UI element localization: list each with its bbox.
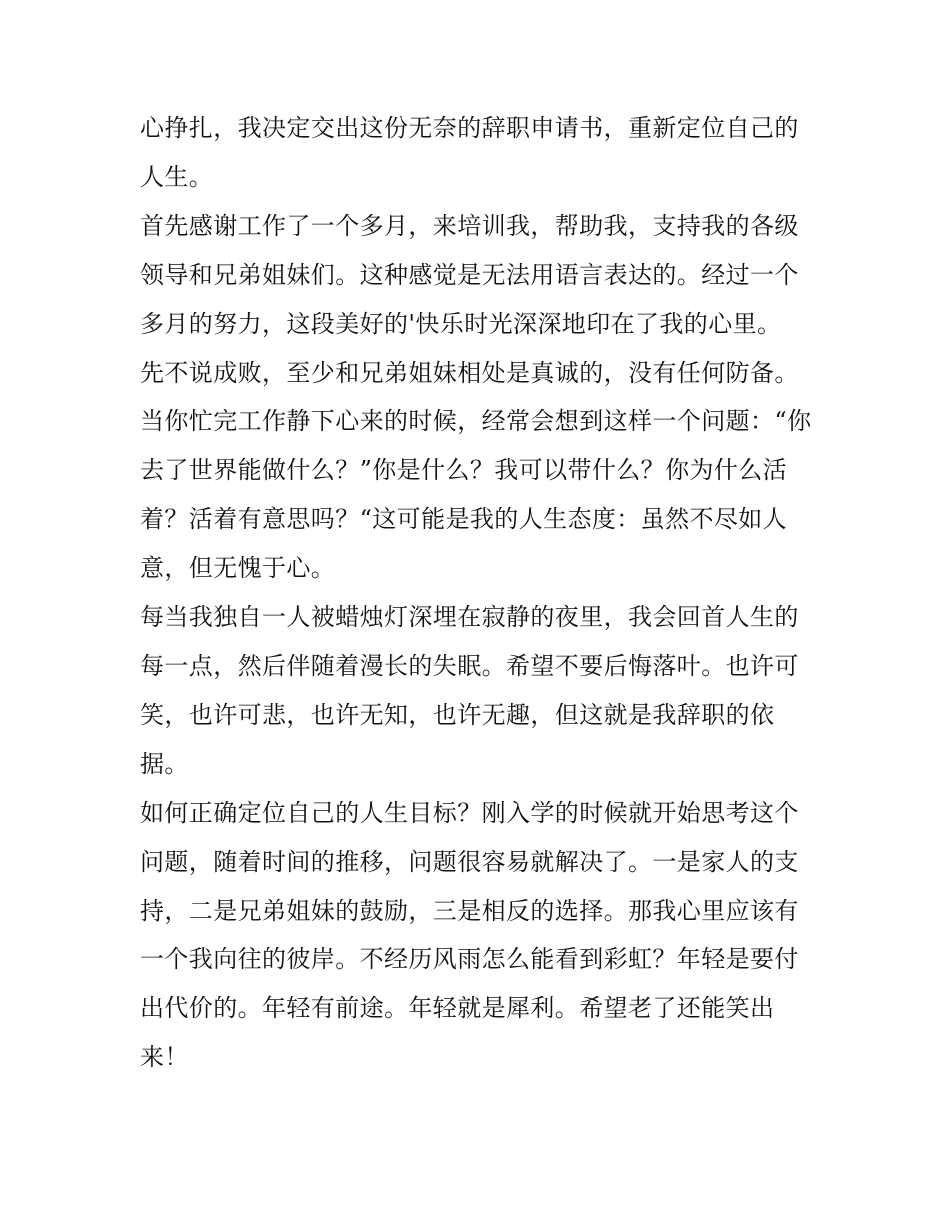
- paragraph-2: 首先感谢工作了一个多月，来培训我，帮助我，支持我的各级领导和兄弟姐妹们。这种感觉是无法用语言表达的。经过一个多月的努力，这段美好的'快乐时光深深地印在了我的心里。: [140, 211, 799, 338]
- paragraph-3: 先不说成败，至少和兄弟姐妹相处是真诚的，没有任何防备。: [140, 358, 799, 387]
- paragraph-1: 心挣扎，我决定交出这份无奈的辞职申请书，重新定位自己的人生。: [140, 114, 799, 191]
- document-body: [140, 104, 815, 1082]
- paragraph-4: 当你忙完工作静下心来的时候，经常会想到这样一个问题：“你去了世界能做什么？”你是什么？我可以带什么？你为什么活着？活着有意思吗？“这可能是我的人生态度：虽然不尽如人意，但无愧于心。: [140, 407, 812, 583]
- paragraph-5: 每当我独自一人被蜡烛灯深埋在寂静的夜里，我会回首人生的每一点，然后伴随着漫长的失眠。希望不要后悔落叶。也许可笑，也许可悲，也许无知，也许无趣，但这就是我辞职的依据。: [140, 603, 799, 778]
- paragraph-6: 如何正确定位自己的人生目标？刚入学的时候就开始思考这个问题，随着时间的推移，问题很容易就解决了。一是家人的支持，二是兄弟姐妹的鼓励，三是相反的选择。那我心里应该有一个我向往的彼岸。不经历风雨怎么能看到彩虹？年轻是要付出代价的。年轻有前途。年轻就是犀利。希望老了还能笑出来！: [140, 798, 799, 1072]
